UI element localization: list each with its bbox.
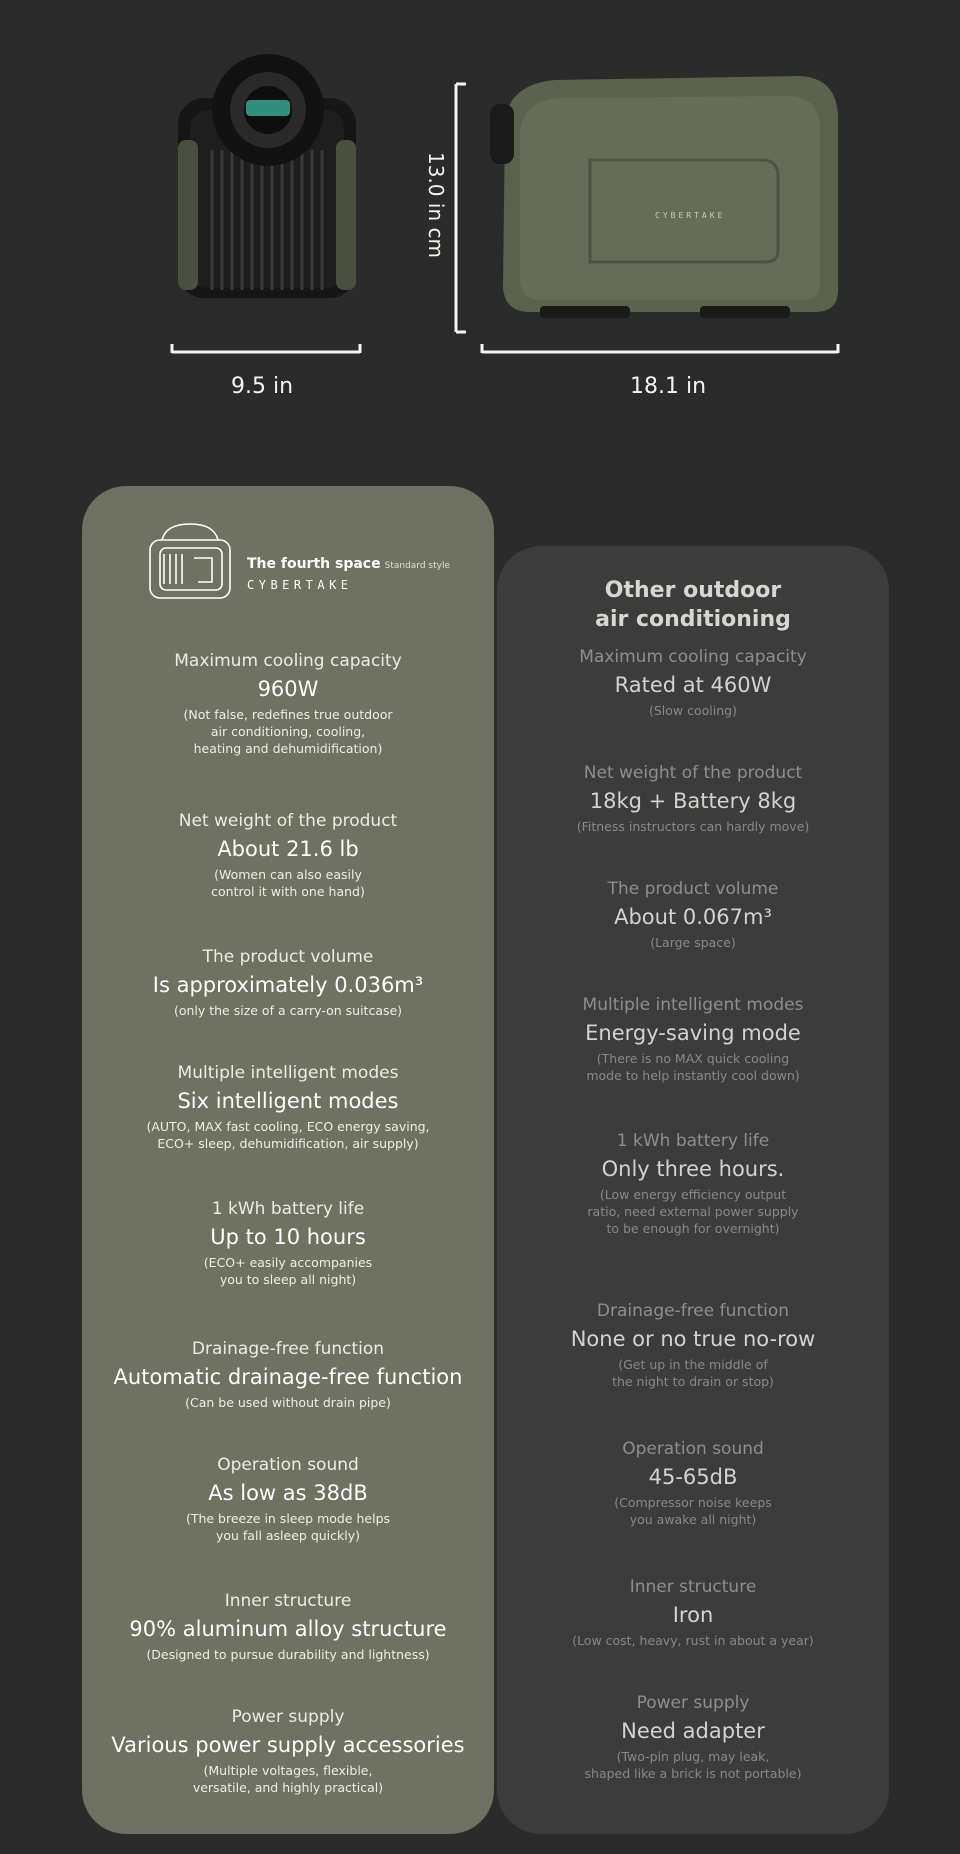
spec-note: (only the size of a carry-on suitcase) bbox=[173, 1003, 403, 1018]
spec-note: (Not false, redefines true outdoor air conditioning, cooling, heating and dehumidification) bbox=[183, 707, 393, 756]
spec-note: (Large space) bbox=[650, 935, 736, 950]
spec-item-cooling bbox=[497, 646, 889, 719]
spec-item-battery bbox=[497, 1130, 889, 1237]
spec-note: (Can be used without drain pipe) bbox=[185, 1395, 391, 1410]
device-side-view-icon bbox=[490, 76, 838, 318]
spec-note: (Get up in the middle of the night to drain or stop) bbox=[612, 1357, 774, 1389]
spec-note: (Designed to pursue durability and lightness) bbox=[146, 1647, 430, 1662]
width-label: 9.5 in bbox=[231, 374, 294, 399]
spec-item-power bbox=[82, 1706, 494, 1796]
spec-note: (There is no MAX quick cooling mode to help instantly cool down) bbox=[586, 1051, 800, 1083]
spec-value: Energy-saving mode bbox=[585, 1021, 801, 1045]
spec-value: Up to 10 hours bbox=[210, 1225, 366, 1249]
device-brand-text: CYBERTAKE bbox=[655, 211, 726, 220]
spec-note: (Two-pin plug, may leak, shaped like a brick is not portable) bbox=[584, 1749, 802, 1781]
spec-label: 1 kWh battery life bbox=[616, 1131, 770, 1151]
spec-label: Net weight of the product bbox=[178, 811, 398, 831]
dimension-illustration bbox=[0, 0, 960, 420]
spec-value: 45-65dB bbox=[648, 1465, 738, 1489]
spec-label: Drainage-free function bbox=[191, 1339, 385, 1359]
brand-title-text: The fourth space bbox=[247, 556, 381, 572]
spec-note: (Fitness instructors can hardly move) bbox=[576, 819, 810, 834]
spec-note: (The breeze in sleep mode helps you fall asleep quickly) bbox=[185, 1511, 391, 1543]
spec-value: None or no true no-row bbox=[570, 1327, 816, 1351]
spec-item-power bbox=[497, 1692, 889, 1782]
spec-item-cooling bbox=[82, 650, 494, 757]
spec-value: 18kg + Battery 8kg bbox=[589, 789, 797, 813]
spec-label: Power supply bbox=[636, 1693, 750, 1713]
spec-item-weight bbox=[497, 762, 889, 835]
spec-note: (Women can also easily control it with one hand) bbox=[211, 867, 365, 899]
spec-item-modes bbox=[497, 994, 889, 1084]
spec-label: Inner structure bbox=[629, 1577, 757, 1597]
spec-item-drainage bbox=[497, 1300, 889, 1390]
brand-logo: CYBERTAKE bbox=[247, 578, 353, 592]
spec-label: Maximum cooling capacity bbox=[174, 651, 402, 671]
spec-label: Drainage-free function bbox=[596, 1301, 790, 1321]
spec-label: The product volume bbox=[607, 879, 779, 899]
brand-style-text: Standard style bbox=[384, 561, 450, 571]
spec-label: Operation sound bbox=[622, 1439, 764, 1459]
spec-label: Operation sound bbox=[217, 1455, 359, 1475]
spec-note: (AUTO, MAX fast cooling, ECO energy saving, ECO+ sleep, dehumidification, air supply) bbox=[146, 1119, 430, 1151]
other-ac-title: Other outdoor air conditioning bbox=[595, 578, 791, 632]
spec-value: As low as 38dB bbox=[208, 1481, 368, 1505]
spec-value: 90% aluminum alloy structure bbox=[129, 1617, 447, 1641]
spec-note: (Low cost, heavy, rust in about a year) bbox=[572, 1633, 814, 1648]
spec-item-sound bbox=[82, 1454, 494, 1544]
spec-item-weight bbox=[82, 810, 494, 900]
spec-value: Various power supply accessories bbox=[111, 1733, 465, 1757]
spec-item-volume bbox=[497, 878, 889, 951]
spec-value: Iron bbox=[672, 1603, 714, 1627]
spec-note: (Slow cooling) bbox=[649, 703, 737, 718]
spec-item-structure bbox=[82, 1590, 494, 1663]
other-ac-comparison-card bbox=[497, 546, 889, 1834]
spec-item-structure bbox=[497, 1576, 889, 1649]
height-label: 13.0 in cm bbox=[424, 152, 448, 258]
spec-value: Only three hours. bbox=[601, 1157, 785, 1181]
device-front-view-icon bbox=[178, 54, 356, 298]
spec-item-modes bbox=[82, 1062, 494, 1152]
spec-label: Maximum cooling capacity bbox=[579, 647, 807, 667]
spec-label: The product volume bbox=[202, 947, 374, 967]
spec-item-sound bbox=[497, 1438, 889, 1528]
spec-value: Is approximately 0.036m³ bbox=[152, 973, 424, 997]
spec-item-battery bbox=[82, 1198, 494, 1288]
spec-note: (Low energy efficiency output ratio, need external power supply to be enough for overnight) bbox=[587, 1187, 799, 1236]
brand-title bbox=[247, 556, 450, 572]
spec-label: Multiple intelligent modes bbox=[177, 1063, 399, 1083]
spec-item-drainage bbox=[82, 1338, 494, 1411]
spec-label: 1 kWh battery life bbox=[211, 1199, 365, 1219]
spec-label: Multiple intelligent modes bbox=[582, 995, 804, 1015]
spec-value: Six intelligent modes bbox=[177, 1089, 399, 1113]
spec-value: About 0.067m³ bbox=[614, 905, 772, 929]
spec-note: (Multiple voltages, flexible, versatile, and highly practical) bbox=[192, 1763, 384, 1795]
spec-value: Rated at 460W bbox=[614, 673, 772, 697]
spec-label: Net weight of the product bbox=[583, 763, 803, 783]
spec-value: Automatic drainage-free function bbox=[113, 1365, 463, 1389]
spec-label: Power supply bbox=[231, 1707, 345, 1727]
cybertake-comparison-card bbox=[82, 486, 494, 1834]
spec-value: Need adapter bbox=[621, 1719, 765, 1743]
product-images bbox=[0, 0, 960, 420]
spec-value: About 21.6 lb bbox=[217, 837, 359, 861]
spec-note: (ECO+ easily accompanies you to sleep all night) bbox=[203, 1255, 373, 1287]
spec-note: (Compressor noise keeps you awake all night) bbox=[614, 1495, 772, 1527]
length-label: 18.1 in bbox=[630, 374, 707, 399]
spec-item-volume bbox=[82, 946, 494, 1019]
spec-value: 960W bbox=[257, 677, 319, 701]
spec-label: Inner structure bbox=[224, 1591, 352, 1611]
